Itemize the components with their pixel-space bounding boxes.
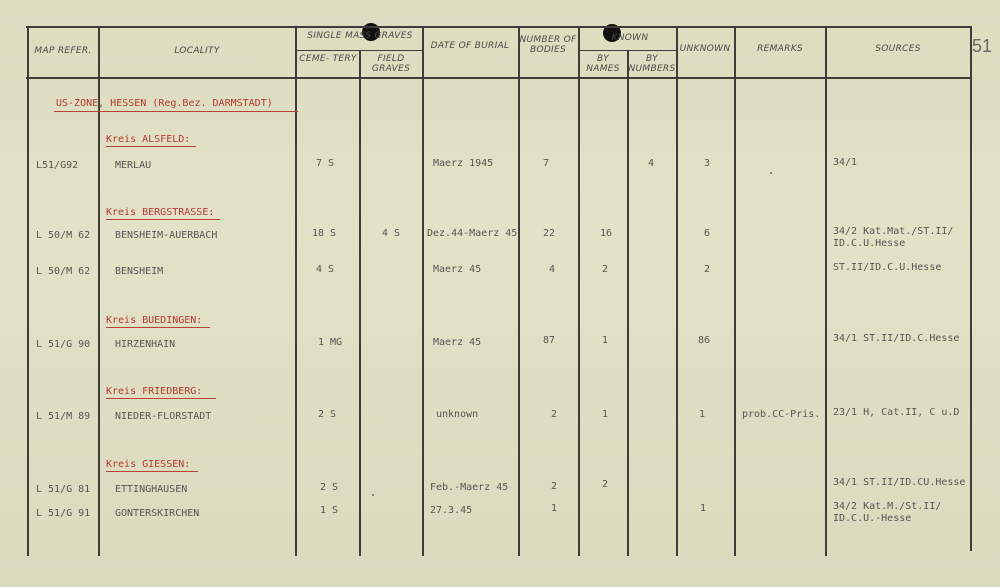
burial-date: Maerz 45 (433, 264, 482, 275)
kreis-underline (106, 146, 196, 147)
col-line-6 (578, 26, 580, 556)
col-line-2 (295, 26, 297, 556)
map-reference: L 51/G 81 (36, 484, 91, 495)
cemetery-graves: 1 S (320, 505, 339, 516)
known-by-names: 2 (602, 479, 609, 490)
number-of-bodies: 2 (551, 409, 558, 420)
sources: 34/1 ST.II/ID.C.Hesse (833, 333, 960, 344)
known-by-names: 1 (602, 335, 609, 346)
unknown-count: 1 (700, 503, 707, 514)
sources: 34/2 Kat.Mat./ST.II/ (833, 226, 954, 237)
kreis-heading: Kreis FRIEDBERG: (106, 386, 203, 397)
col-line-11 (970, 26, 972, 551)
map-reference: L51/G92 (36, 160, 79, 171)
remarks: prob.CC-Pris. (742, 409, 821, 420)
cemetery-graves: 4 S (316, 264, 335, 275)
cemetery-graves: 2 S (320, 482, 339, 493)
number-of-bodies: 1 (551, 503, 558, 514)
header-sources: SOURCES (875, 44, 921, 54)
stray-mark (372, 494, 374, 496)
header-remarks: REMARKS (757, 44, 803, 54)
header-field-graves: FIELD GRAVES (371, 54, 411, 74)
burial-date: Dez.44-Maerz 45 (427, 228, 518, 239)
header-locality: LOCALITY (174, 46, 220, 56)
col-line-5 (518, 26, 520, 556)
locality-name: NIEDER-FLORSTADT (115, 411, 212, 422)
kreis-underline (106, 471, 198, 472)
map-reference: L 50/M 62 (36, 230, 91, 241)
header-known: KNOWN (611, 33, 649, 43)
field-graves: 4 S (382, 228, 401, 239)
header-map-refer: MAP REFER. (34, 46, 92, 56)
locality-name: MERLAU (115, 160, 152, 171)
page-number: 51 (972, 36, 993, 56)
header-by-numbers: BY NUMBERS (628, 54, 676, 74)
locality-name: BENSHEIM-AUERBACH (115, 230, 218, 241)
sources-continued: ID.C.U.Hesse (833, 238, 906, 249)
sources: 34/2 Kat.M./St.II/ (833, 501, 942, 512)
unknown-count: 1 (699, 409, 706, 420)
kreis-underline (106, 327, 210, 328)
sources: ST.II/ID.C.U.Hesse (833, 262, 942, 273)
cemetery-graves: 18 S (312, 228, 337, 239)
map-reference: L 51/G 90 (36, 339, 91, 350)
sources: 34/1 ST.II/ID.CU.Hesse (833, 477, 966, 488)
number-of-bodies: 87 (543, 335, 556, 346)
header-single-mass-graves: SINGLE MASS GRAVES (307, 31, 413, 41)
cemetery-graves: 1 MG (318, 337, 343, 348)
map-reference: L 51/M 89 (36, 411, 91, 422)
stray-mark (770, 172, 772, 174)
col-line-4 (422, 26, 424, 556)
cemetery-graves: 2 S (318, 409, 337, 420)
cemetery-graves: 7 S (316, 158, 335, 169)
locality-name: BENSHEIM (115, 266, 164, 277)
kreis-heading: Kreis GIESSEN: (106, 459, 191, 470)
kreis-heading: Kreis ALSFELD: (106, 134, 191, 145)
map-reference: L 51/G 91 (36, 508, 91, 519)
number-of-bodies: 7 (543, 158, 550, 169)
known-by-names: 2 (602, 264, 609, 275)
known-by-numbers: 4 (648, 158, 655, 169)
sources: 23/1 H, Cat.II, C u.D (833, 407, 960, 418)
table-top-border (26, 26, 972, 28)
sources: 34/1 (833, 157, 858, 168)
col-line-7 (627, 50, 629, 556)
zone-heading-underline (54, 111, 298, 112)
unknown-count: 2 (704, 264, 711, 275)
col-line-10 (825, 26, 827, 556)
kreis-underline (106, 398, 216, 399)
burial-date: Feb.-Maerz 45 (430, 482, 509, 493)
unknown-count: 3 (704, 158, 711, 169)
kreis-heading: Kreis BERGSTRASSE: (106, 207, 215, 218)
col-line-0 (27, 26, 29, 556)
col-line-9 (734, 26, 736, 556)
zone-heading: US-ZONE, HESSEN (Reg.Bez. DARMSTADT) (56, 98, 273, 109)
sources-continued: ID.C.U.-Hesse (833, 513, 912, 524)
kreis-underline (106, 219, 220, 220)
map-reference: L 50/M 62 (36, 266, 91, 277)
kreis-heading: Kreis BUEDINGEN: (106, 315, 203, 326)
col-line-8 (676, 26, 678, 556)
number-of-bodies: 22 (543, 228, 556, 239)
header-unknown: UNKNOWN (679, 44, 731, 54)
header-by-names: BY NAMES (586, 54, 620, 74)
known-by-names: 1 (602, 409, 609, 420)
header-number-of-bodies: NUMBER OF BODIES (519, 35, 577, 55)
locality-name: ETTINGHAUSEN (115, 484, 188, 495)
burial-date: unknown (436, 409, 479, 420)
known-by-names: 16 (600, 228, 613, 239)
locality-name: GONTERSKIRCHEN (115, 508, 200, 519)
header-bottom-border (26, 77, 972, 79)
burial-date: 27.3.45 (430, 505, 473, 516)
burial-date: Maerz 45 (433, 337, 482, 348)
number-of-bodies: 2 (551, 481, 558, 492)
header-cemetery: CEME- TERY (299, 54, 357, 64)
unknown-count: 6 (704, 228, 711, 239)
header-date-of-burial: DATE OF BURIAL (430, 41, 510, 51)
unknown-count: 86 (698, 335, 711, 346)
number-of-bodies: 4 (549, 264, 556, 275)
locality-name: HIRZENHAIN (115, 339, 176, 350)
burial-date: Maerz 1945 (433, 158, 494, 169)
col-line-3 (359, 50, 361, 556)
